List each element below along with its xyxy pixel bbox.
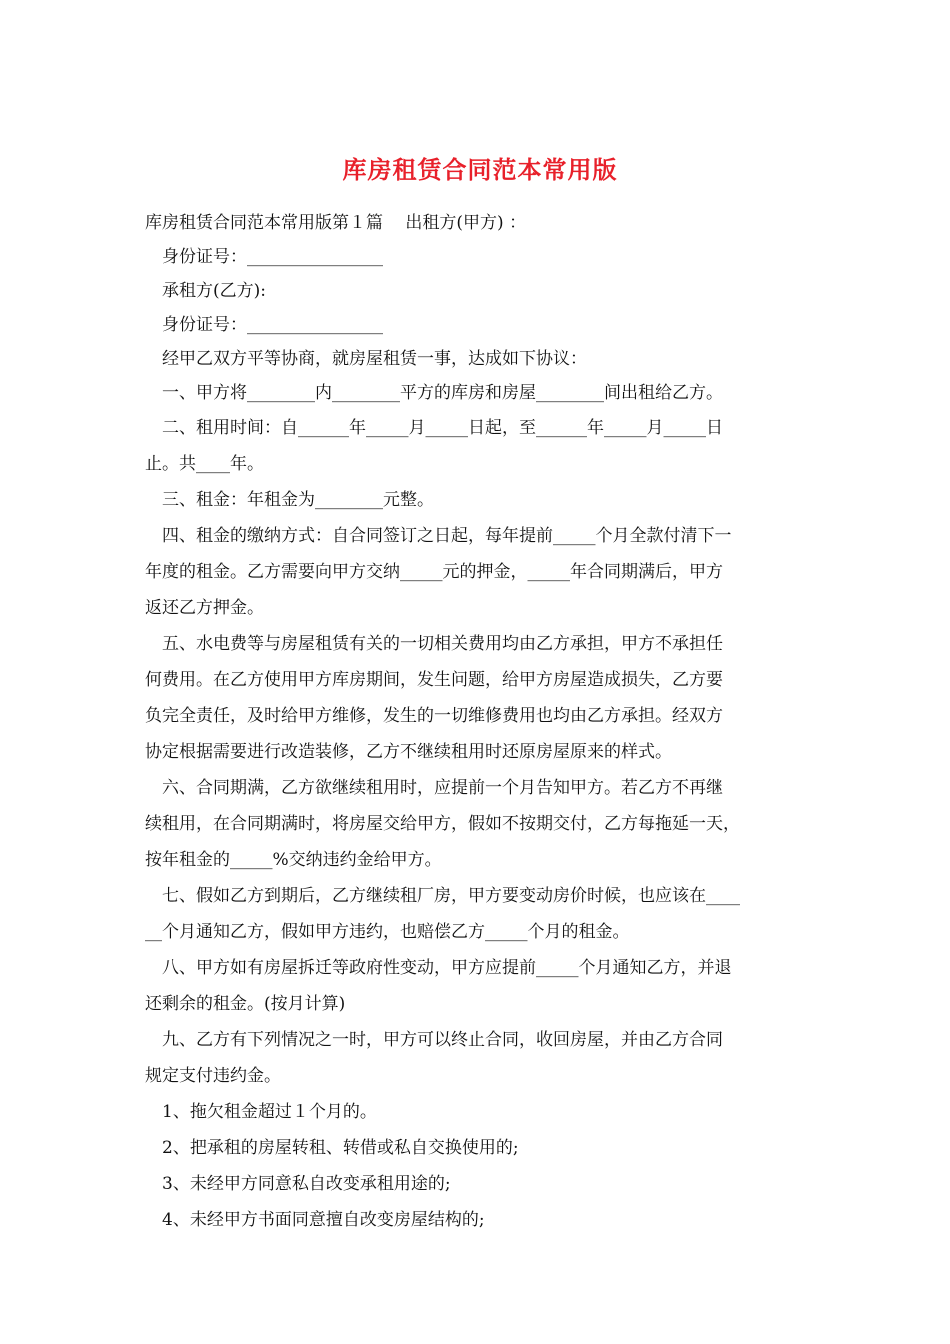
document-title: 库房租赁合同范本常用版 (342, 156, 618, 184)
clause-9: 九、乙方有下列情况之一时，甲方可以终止合同，收回房屋，并由乙方合同 规定支付违约金。 (145, 1030, 723, 1086)
lessor-id-line: 身份证号：________________ (145, 246, 383, 267)
clause-4: 四、租金的缴纳方式：自合同签订之日起，每年提前_____个月全款付清下一 年度的租金。乙方需要向甲方交纳_____元的押金，_____年合同期满后，甲方 返还乙方押金。 (145, 526, 732, 618)
intro-line: 库房租赁合同范本常用版第１篇 出租方(甲方) ： (145, 212, 527, 233)
list-item: 3、未经甲方同意私自改变承租用途的; (145, 1174, 451, 1194)
clause-6: 六、合同期满，乙方欲继续租用时，应提前一个月告知甲方。若乙方不再继 续租用，在合同期满时，将房屋交给甲方，假如不按期交付，乙方每拖延一天， 按年租金的_____%交纳违约金给甲方。 (145, 778, 740, 870)
termination-items (145, 1094, 815, 1238)
agreement-line: 经甲乙双方平等协商，就房屋租赁一事，达成如下协议： (145, 348, 587, 369)
list-item: 2、把承租的房屋转租、转借或私自交换使用的; (145, 1138, 519, 1158)
clause-7: 七、假如乙方到期后，乙方继续租厂房，甲方要变动房价时候，也应该在____ __个月通知乙方，假如甲方违约，也赔偿乙方_____个月的租金。 (145, 886, 740, 942)
list-item: 1、拖欠租金超过１个月的。 (145, 1102, 377, 1122)
lessee-line: 承租方(乙方): (145, 280, 266, 301)
clause-2: 二、租用时间：自______年_____月_____日起，至______年_____月_____日 止。共____年。 (145, 418, 723, 474)
clause-5: 五、水电费等与房屋租赁有关的一切相关费用均由乙方承担，甲方不承担任 何费用。在乙方使用甲方库房期间，发生问题，给甲方房屋造成损失，乙方要 负完全责任，及时给甲方维修，发生的一切维修费用也均由乙方承担。经双方 协定根据需要进行改造装修，乙方不继续租用时还原房屋原来的样式。 (145, 634, 723, 762)
list-item: 4、未经甲方书面同意擅自改变房屋结构的; (145, 1210, 485, 1230)
contract-page (145, 150, 815, 1238)
clause-1: 一、甲方将________内________平方的库房和房屋________间出租给乙方。 (145, 382, 723, 403)
clause-3: 三、租金：年租金为________元整。 (145, 490, 434, 510)
lessee-id-line: 身份证号：________________ (145, 314, 383, 335)
clause-8: 八、甲方如有房屋拆迁等政府性变动，甲方应提前_____个月通知乙方，并退 还剩余的租金。(按月计算) (145, 958, 732, 1014)
